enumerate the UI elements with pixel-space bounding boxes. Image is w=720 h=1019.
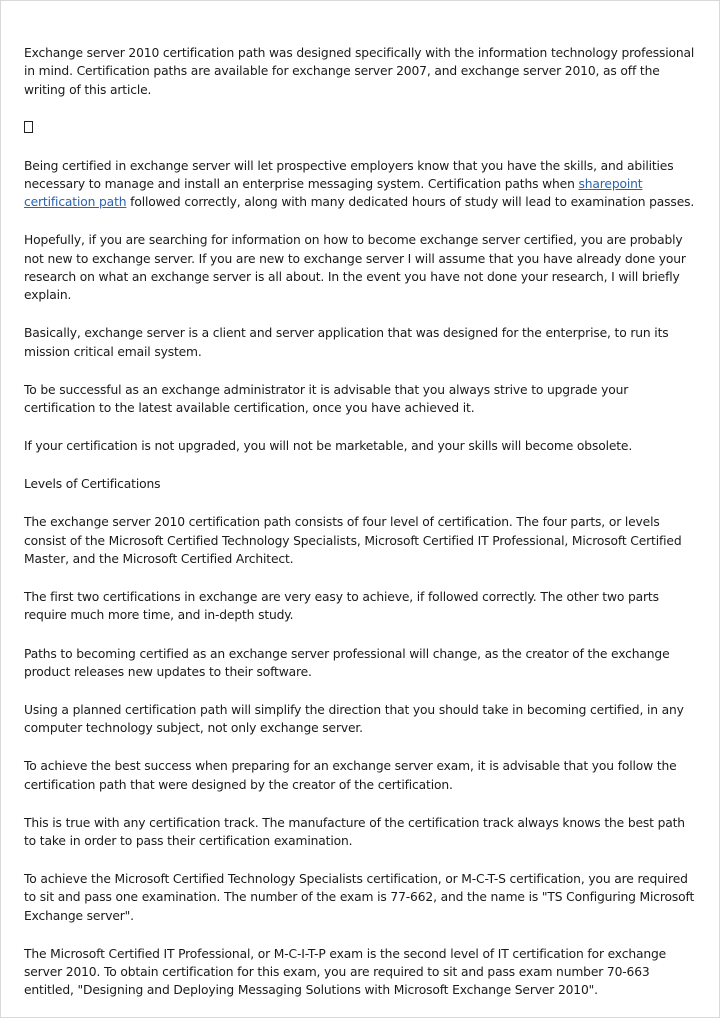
paragraph-text: Being certified in exchange server will let prospective employers know that you have the skills, and abilities necessary to manage and install an enterprise messaging system. Certification paths when <box>24 158 674 192</box>
paragraph-not-upgraded: If your certification is not upgraded, you will not be marketable, and your skills will become obsolete. <box>24 439 633 454</box>
article-body <box>24 44 700 1019</box>
paragraph-planned-path: Using a planned certification path will simplify the direction that you should take in becoming certified, in any computer technology subject, not only exchange server. <box>24 702 684 736</box>
paragraph-best-success: To achieve the best success when preparing for an exchange server exam, it is advisable that you follow the certification path that were designed by the creator of the certification. <box>24 759 677 792</box>
paragraph-successful: To be successful as an exchange administrator it is advisable that you always strive to upgrade your certification to the latest available certification, once you have achieved it. <box>24 382 629 416</box>
paragraph-paths-change: Paths to becoming certified as an exchange server professional will change, as the creator of the exchange product releases new updates to their software. <box>24 646 670 679</box>
paragraph-text: followed correctly, along with many dedicated hours of study will lead to examination passes. <box>126 195 695 210</box>
paragraph-glyph <box>24 119 700 137</box>
section-heading-levels: Levels of Certifications <box>24 477 161 492</box>
paragraph-mcitp: The Microsoft Certified IT Professional, or M-C-I-T-P exam is the second level of IT certification for exchange server 2010. To obtain certification for this exam, you are required to sit and pass exam number 70-663 entitled, "Designing and Deploying Messaging Solutions with Microsoft Exchange Server 2010". <box>24 946 667 998</box>
paragraph-certified <box>24 157 700 212</box>
paragraph-first-two: The first two certifications in exchange are very easy to achieve, if followed correctly. The other two parts require much more time, and in-depth study. <box>24 590 659 623</box>
paragraph-intro: Exchange server 2010 certification path was designed specifically with the information technology professional in mind. Certification paths are available for exchange server 2007, and exchange server 2010, as off the writing of this article. <box>24 46 695 97</box>
paragraph-hopefully: Hopefully, if you are searching for information on how to become exchange server certified, you are probably not new to exchange server. If you are new to exchange server I will assume that you have already done your research on what an exchange server is all about. In the event you have not done your research, I will briefly explain. <box>24 233 686 303</box>
sharepoint-certification-path-link[interactable]: sharepoint certification path <box>24 177 643 210</box>
paragraph-any-track: This is true with any certification track. The manufacture of the certification track always knows the best path to take in order to pass their certification examination. <box>24 815 685 848</box>
paragraph-mcts: To achieve the Microsoft Certified Technology Specialists certification, or M-C-T-S certification, you are required to sit and pass one examination. The number of the exam is 77-662, and the name is "TS Configuring Microsoft Exchange server". <box>24 872 695 923</box>
missing-glyph-icon <box>24 121 33 133</box>
paragraph-basically: Basically, exchange server is a client and server application that was designed for the enterprise, to run its mission critical email system. <box>24 326 669 359</box>
paragraph-four-levels: The exchange server 2010 certification path consists of four level of certification. The four parts, or levels consist of the Microsoft Certified Technology Specialists, Microsoft Certified IT Professional, Microsoft Certified Master, and the Microsoft Certified Architect. <box>24 515 682 567</box>
